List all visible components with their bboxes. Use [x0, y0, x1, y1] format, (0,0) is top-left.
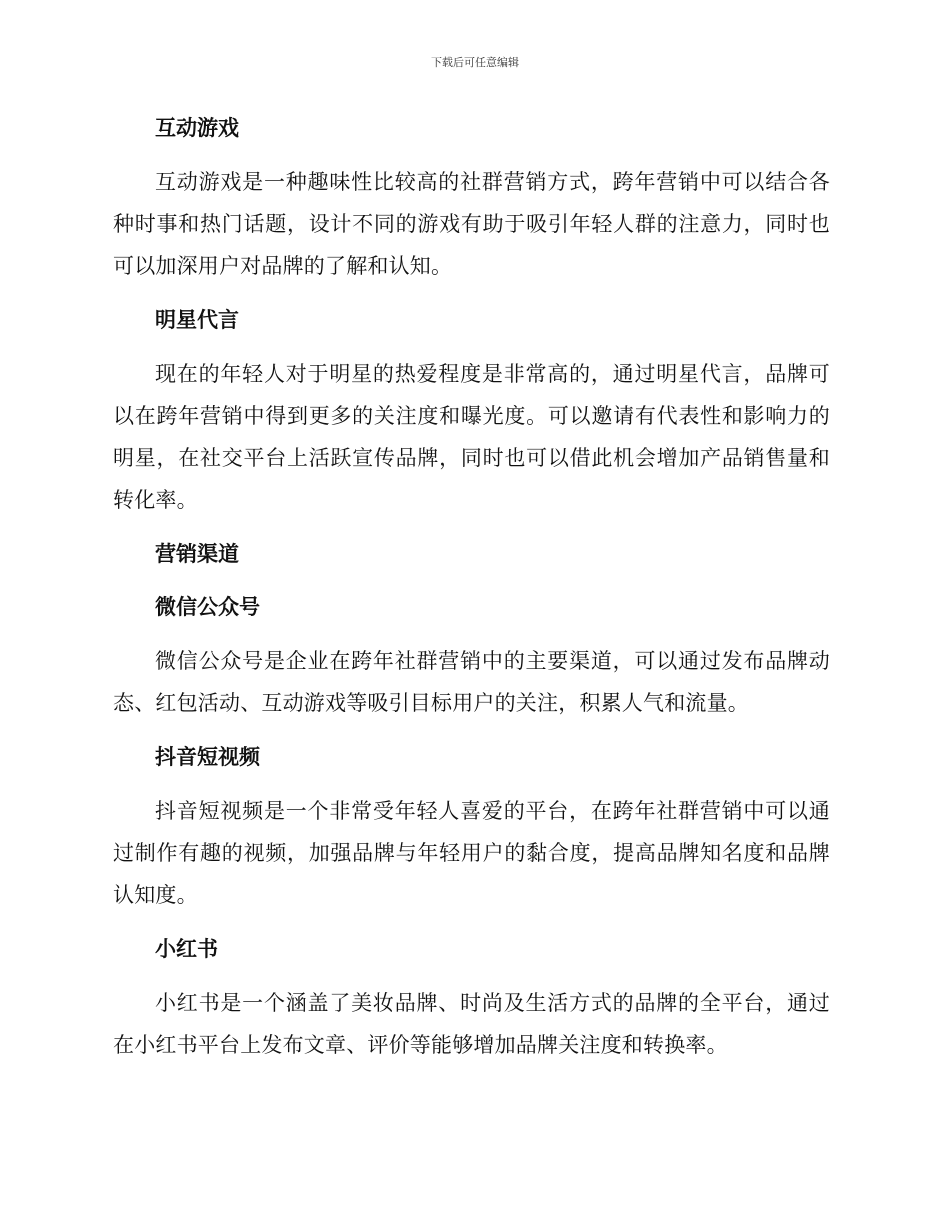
section-heading-douyin-short-video: 抖音短视频: [155, 745, 260, 769]
section-heading-interactive-games: 互动游戏: [155, 116, 239, 140]
section-paragraph-xiaohongshu: 小红书是一个涵盖了美妆品牌、时尚及生活方式的品牌的全平台，通过在小红书平台上发布文章、评价等能够增加品牌关注度和转换率。: [113, 991, 830, 1057]
section-heading-xiaohongshu: 小红书: [155, 937, 218, 961]
section-heading-wechat-official-account: 微信公众号: [155, 595, 260, 619]
section-paragraph-wechat-official-account: 微信公众号是企业在跨年社群营销中的主要渠道，可以通过发布品牌动态、红包活动、互动游戏等吸引目标用户的关注，积累人气和流量。: [113, 649, 830, 715]
section-heading-marketing-channels: 营销渠道: [155, 542, 239, 566]
page-header: 下载后可任意编辑: [431, 56, 519, 69]
section-paragraph-douyin-short-video: 抖音短视频是一个非常受年轻人喜爱的平台，在跨年社群营销中可以通过制作有趣的视频，加强品牌与年轻用户的黏合度，提高品牌知名度和品牌认知度。: [113, 799, 830, 907]
document-body: [113, 108, 830, 1079]
section-paragraph-interactive-games: 互动游戏是一种趣味性比较高的社群营销方式，跨年营销中可以结合各种时事和热门话题，设计不同的游戏有助于吸引年轻人群的注意力，同时也可以加深用户对品牌的了解和认知。: [113, 170, 830, 278]
section-heading-celebrity-endorsement: 明星代言: [155, 308, 239, 332]
section-paragraph-celebrity-endorsement: 现在的年轻人对于明星的热爱程度是非常高的，通过明星代言，品牌可以在跨年营销中得到更多的关注度和曝光度。可以邀请有代表性和影响力的明星，在社交平台上活跃宣传品牌，同时也可以借此机会增加产品销售量和转化率。: [113, 362, 830, 512]
